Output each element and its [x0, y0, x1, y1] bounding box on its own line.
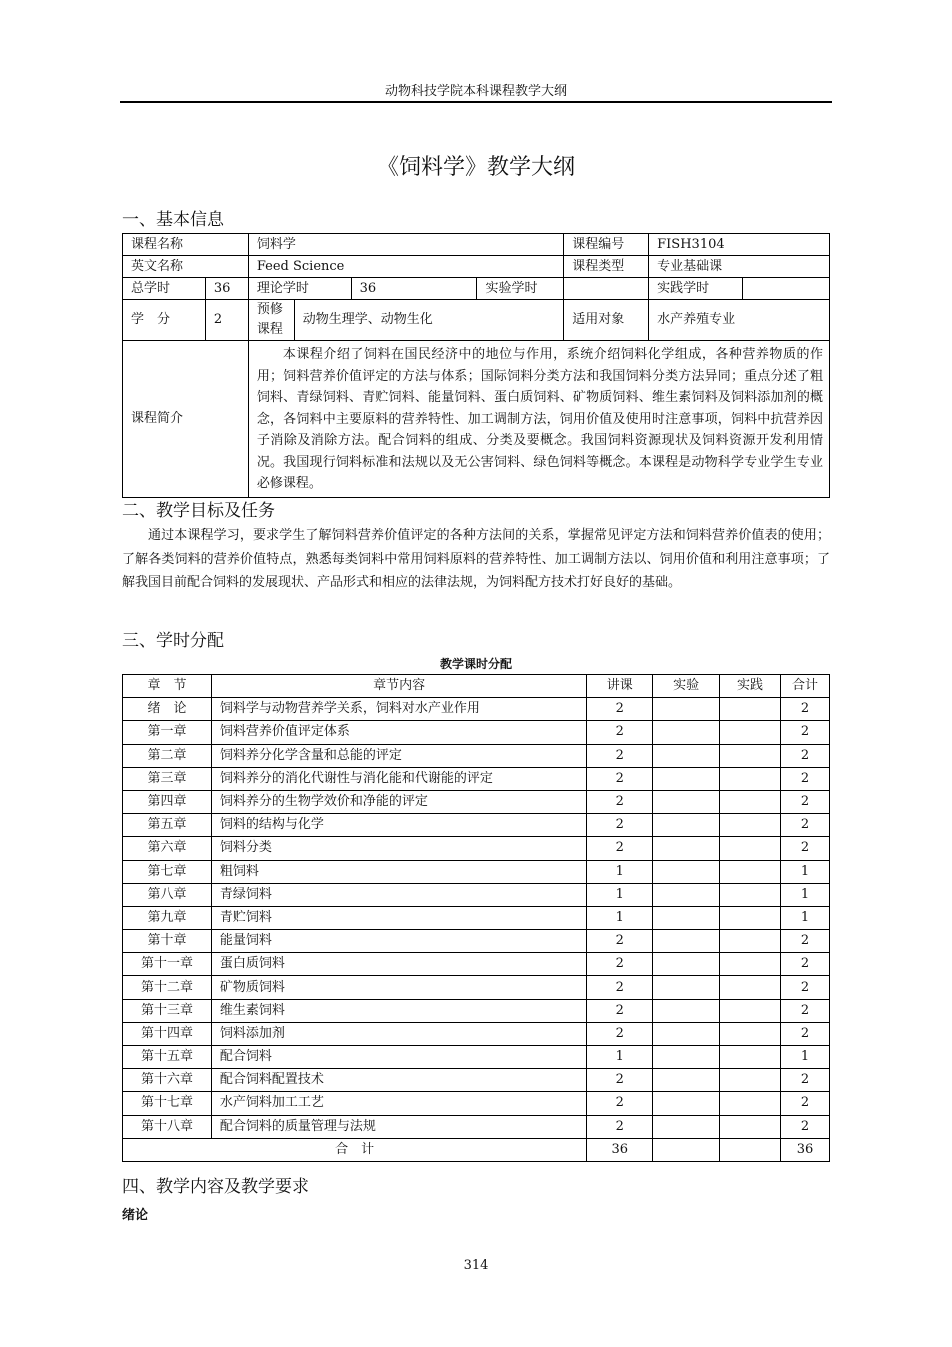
practice-cell [720, 814, 781, 837]
intro-text: 本课程介绍了饲料在国民经济中的地位与作用，系统介绍饲料化学组成，各种营养物质的作用；饲料营养价值评定的方法与体系；国际饲料分类方法和我国饲料分类方法异同；重点分述了粗饲料、青绿饲料、青贮饲料、能量饲料、蛋白质饲料、矿物质饲料、维生素饲料及饲料添加剂的概念，各饲料中主要原料的营养特性、加工调制方法，饲用价值及使用时注意事项，饲料中抗营养因子消除及消除方法。配合饲料的组成、分类及要概念。我国饲料资源现状及饲料资源开发利用情况。我国现行饲料标准和法规以及无公害饲料、绿色饲料等概念。本课程是动物科学专业学生专业必修课程。 [248, 341, 829, 498]
chapter-cell: 第十六章 [123, 1069, 212, 1092]
lecture-cell: 2 [587, 1069, 653, 1092]
content-cell: 配合饲料配置技术 [211, 1069, 586, 1092]
total-cell: 2 [781, 790, 830, 813]
chapter-cell: 第一章 [123, 721, 212, 744]
content-cell: 饲料添加剂 [211, 1022, 586, 1045]
total-row-label: 合 计 [123, 1138, 587, 1161]
total-cell: 2 [781, 999, 830, 1022]
lecture-cell: 2 [587, 744, 653, 767]
chapter-cell: 第十七章 [123, 1092, 212, 1115]
table-row [123, 999, 830, 1022]
total-hours-value: 36 [205, 278, 248, 300]
table-row [123, 1022, 830, 1045]
practice-hours-value [743, 278, 830, 300]
lecture-cell: 1 [587, 1046, 653, 1069]
practice-cell [720, 744, 781, 767]
total-cell: 1 [781, 883, 830, 906]
column-header: 章 节 [123, 675, 212, 698]
table-row [123, 976, 830, 999]
lab-cell [653, 860, 720, 883]
table-row [123, 837, 830, 860]
lab-cell [653, 1092, 720, 1115]
chapter-cell: 第九章 [123, 906, 212, 929]
chapter-cell: 第十章 [123, 930, 212, 953]
section-hours-heading: 三、学时分配 [122, 631, 224, 651]
practice-hours-label: 实践学时 [649, 278, 743, 300]
content-cell: 粗饲料 [211, 860, 586, 883]
content-cell: 饲料学与动物营养学关系，饲料对水产业作用 [211, 698, 586, 721]
document-title: 《饲料学》教学大纲 [376, 155, 575, 180]
table-row [123, 1115, 830, 1138]
practice-cell [720, 883, 781, 906]
hours-allocation-table [122, 674, 830, 1162]
lecture-cell: 2 [587, 930, 653, 953]
practice-cell [720, 1092, 781, 1115]
lecture-cell: 2 [587, 953, 653, 976]
lab-cell [653, 721, 720, 744]
section-content-heading: 四、教学内容及教学要求 [122, 1177, 309, 1197]
chapter-cell: 绪 论 [123, 698, 212, 721]
total-cell: 1 [781, 906, 830, 929]
table-row [123, 1069, 830, 1092]
objectives-paragraph: 通过本课程学习，要求学生了解饲料营养价值评定的各种方法间的关系，掌握常见评定方法和饲料营养价值表的使用；了解各类饲料的营养价值特点，熟悉每类饲料中常用饲料原料的营养特性、加工调制方法以、饲用价值和利用注意事项；了解我国目前配合饲料的发展现状、产品形式和相应的法律法规，为饲料配方技术打好良好的基础。 [122, 528, 830, 590]
chapter-cell: 第十三章 [123, 999, 212, 1022]
intro-subheading: 绪论 [122, 1208, 149, 1223]
practice-cell [720, 860, 781, 883]
column-header: 合计 [781, 675, 830, 698]
lecture-cell: 2 [587, 1092, 653, 1115]
column-header: 讲课 [587, 675, 653, 698]
lab-cell [653, 790, 720, 813]
table-row [123, 883, 830, 906]
chapter-cell: 第五章 [123, 814, 212, 837]
running-header: 动物科技学院本科课程教学大纲 [384, 84, 567, 99]
total-cell: 2 [781, 721, 830, 744]
content-cell: 水产饲料加工工艺 [211, 1092, 586, 1115]
total-practice [720, 1138, 781, 1161]
total-sum: 36 [781, 1138, 830, 1161]
lab-hours-value [564, 278, 649, 300]
total-cell: 2 [781, 1069, 830, 1092]
total-cell: 1 [781, 860, 830, 883]
page-number: 314 [463, 1258, 489, 1273]
total-cell: 2 [781, 698, 830, 721]
content-cell: 青贮饲料 [211, 906, 586, 929]
table-row [123, 814, 830, 837]
lab-cell [653, 767, 720, 790]
table-row [123, 767, 830, 790]
practice-cell [720, 837, 781, 860]
practice-cell [720, 767, 781, 790]
lab-hours-label: 实验学时 [477, 278, 564, 300]
practice-cell [720, 976, 781, 999]
content-cell: 饲料分类 [211, 837, 586, 860]
content-cell: 维生素饲料 [211, 999, 586, 1022]
chapter-cell: 第六章 [123, 837, 212, 860]
total-cell: 2 [781, 837, 830, 860]
column-header: 章节内容 [211, 675, 586, 698]
lab-cell [653, 698, 720, 721]
table-row [123, 744, 830, 767]
total-cell: 2 [781, 1092, 830, 1115]
table-row [123, 953, 830, 976]
table-row [123, 1046, 830, 1069]
chapter-cell: 第十四章 [123, 1022, 212, 1045]
table-row [123, 1092, 830, 1115]
practice-cell [720, 698, 781, 721]
table-row [123, 906, 830, 929]
total-cell: 2 [781, 767, 830, 790]
section-objectives-heading: 二、教学目标及任务 [122, 501, 275, 521]
lecture-cell: 2 [587, 976, 653, 999]
lecture-cell: 2 [587, 767, 653, 790]
credits-value: 2 [205, 300, 248, 341]
content-cell: 蛋白质饲料 [211, 953, 586, 976]
lab-cell [653, 1022, 720, 1045]
lab-cell [653, 976, 720, 999]
lab-cell [653, 1115, 720, 1138]
chapter-cell: 第十二章 [123, 976, 212, 999]
lab-cell [653, 744, 720, 767]
header-rule [120, 101, 832, 103]
total-cell: 2 [781, 976, 830, 999]
lab-cell [653, 953, 720, 976]
content-cell: 青绿饲料 [211, 883, 586, 906]
course-type-label: 课程类型 [564, 256, 649, 278]
chapter-cell: 第三章 [123, 767, 212, 790]
content-cell: 饲料的结构与化学 [211, 814, 586, 837]
lecture-cell: 1 [587, 906, 653, 929]
practice-cell [720, 790, 781, 813]
practice-cell [720, 721, 781, 744]
total-cell: 2 [781, 930, 830, 953]
chapter-cell: 第七章 [123, 860, 212, 883]
content-cell: 能量饲料 [211, 930, 586, 953]
total-cell: 2 [781, 1115, 830, 1138]
content-cell: 饲料营养价值评定体系 [211, 721, 586, 744]
lecture-cell: 2 [587, 790, 653, 813]
total-cell: 2 [781, 953, 830, 976]
table-caption: 教学课时分配 [439, 657, 512, 671]
lecture-cell: 2 [587, 1115, 653, 1138]
total-cell: 2 [781, 814, 830, 837]
practice-cell [720, 953, 781, 976]
content-cell: 饲料养分化学含量和总能的评定 [211, 744, 586, 767]
total-cell: 1 [781, 1046, 830, 1069]
total-lecture: 36 [587, 1138, 653, 1161]
english-name-label: 英文名称 [123, 256, 249, 278]
lab-cell [653, 814, 720, 837]
lecture-cell: 1 [587, 883, 653, 906]
audience-value: 水产养殖专业 [649, 300, 830, 341]
lab-cell [653, 906, 720, 929]
section-basic-info-heading: 一、基本信息 [122, 210, 224, 230]
column-header: 实验 [653, 675, 720, 698]
practice-cell [720, 1115, 781, 1138]
chapter-cell: 第十五章 [123, 1046, 212, 1069]
lecture-cell: 2 [587, 814, 653, 837]
course-name-label: 课程名称 [123, 234, 249, 256]
practice-cell [720, 1022, 781, 1045]
lecture-cell: 2 [587, 999, 653, 1022]
chapter-cell: 第二章 [123, 744, 212, 767]
course-code-value: FISH3104 [649, 234, 830, 256]
prereq-value: 动物生理学、动物生化 [294, 300, 564, 341]
content-cell: 饲料养分的生物学效价和净能的评定 [211, 790, 586, 813]
course-code-label: 课程编号 [564, 234, 649, 256]
practice-cell [720, 999, 781, 1022]
total-cell: 2 [781, 744, 830, 767]
chapter-cell: 第十一章 [123, 953, 212, 976]
lab-cell [653, 999, 720, 1022]
lecture-cell: 2 [587, 698, 653, 721]
table-row [123, 790, 830, 813]
content-cell: 配合饲料 [211, 1046, 586, 1069]
table-row [123, 721, 830, 744]
theory-hours-label: 理论学时 [248, 278, 351, 300]
course-type-value: 专业基础课 [649, 256, 830, 278]
practice-cell [720, 930, 781, 953]
lab-cell [653, 837, 720, 860]
table-row [123, 860, 830, 883]
lecture-cell: 1 [587, 860, 653, 883]
lecture-cell: 2 [587, 1022, 653, 1045]
content-cell: 饲料养分的消化代谢性与消化能和代谢能的评定 [211, 767, 586, 790]
chapter-cell: 第四章 [123, 790, 212, 813]
intro-label: 课程简介 [123, 341, 249, 498]
lecture-cell: 2 [587, 721, 653, 744]
table-row [123, 698, 830, 721]
lab-cell [653, 1069, 720, 1092]
audience-label: 适用对象 [564, 300, 649, 341]
column-header: 实践 [720, 675, 781, 698]
prereq-label: 预修课程 [248, 300, 294, 341]
lab-cell [653, 930, 720, 953]
total-lab [653, 1138, 720, 1161]
table-row [123, 930, 830, 953]
credits-label: 学 分 [123, 300, 206, 341]
lab-cell [653, 883, 720, 906]
practice-cell [720, 906, 781, 929]
content-cell: 矿物质饲料 [211, 976, 586, 999]
lab-cell [653, 1046, 720, 1069]
total-hours-label: 总学时 [123, 278, 206, 300]
chapter-cell: 第八章 [123, 883, 212, 906]
practice-cell [720, 1069, 781, 1092]
total-cell: 2 [781, 1022, 830, 1045]
chapter-cell: 第十八章 [123, 1115, 212, 1138]
practice-cell [720, 1046, 781, 1069]
course-name-value: 饲料学 [248, 234, 563, 256]
theory-hours-value: 36 [351, 278, 477, 300]
english-name-value: Feed Science [248, 256, 563, 278]
lecture-cell: 2 [587, 837, 653, 860]
content-cell: 配合饲料的质量管理与法规 [211, 1115, 586, 1138]
basic-info-table [122, 233, 830, 498]
